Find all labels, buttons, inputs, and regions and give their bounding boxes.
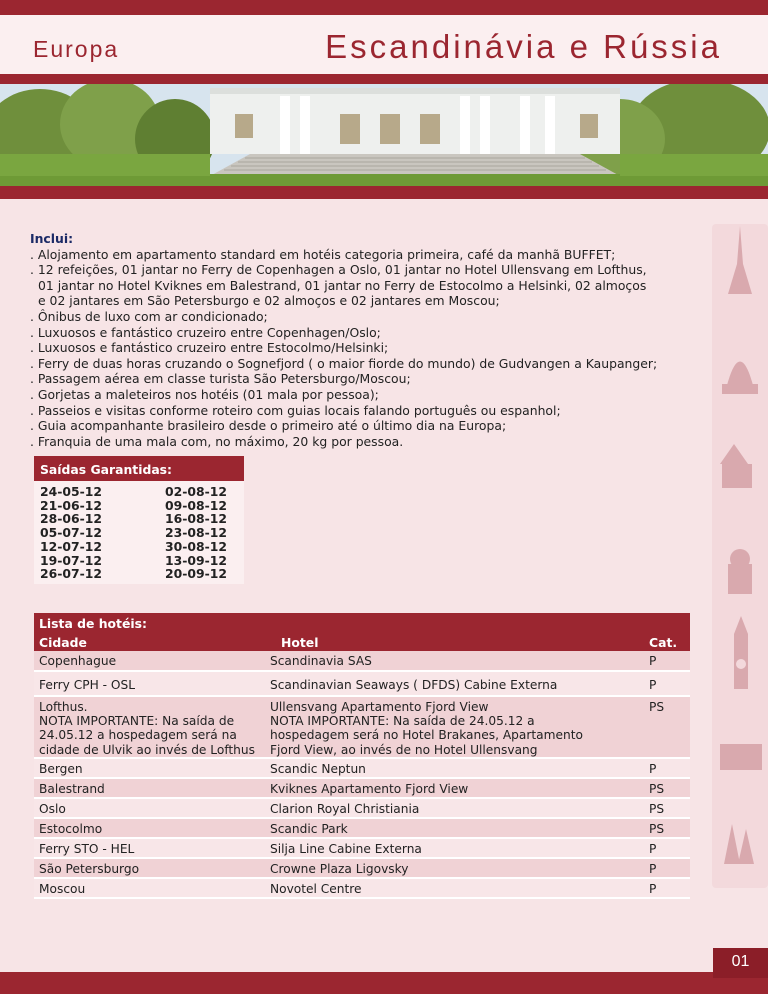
- footer-bar: [0, 972, 768, 994]
- hotel-name: Kviknes Apartamento Fjord View: [270, 782, 469, 796]
- departure-date: 28-06-12: [40, 511, 103, 527]
- includes-heading: Inclui:: [30, 231, 74, 246]
- includes-item: . 12 refeições, 01 jantar no Ferry de Copenhagen a Oslo, 01 jantar no Hotel Ullensvang em Lofthus,: [30, 262, 647, 278]
- table-row: [34, 859, 690, 879]
- hotel-city: Estocolmo: [39, 822, 103, 836]
- hotel-city: Oslo: [39, 802, 66, 816]
- hotel-category: P: [649, 678, 657, 692]
- table-row: [34, 839, 690, 859]
- table-row: [34, 879, 690, 899]
- departure-date: 21-06-12: [40, 497, 103, 513]
- hotel-city: Lofthus. NOTA IMPORTANTE: Na saída de 24.05.12 a hospedagem será na cidade de Ulvik ao invés de Lofthus: [39, 700, 255, 757]
- departure-date: 02-08-12: [165, 484, 228, 499]
- hotel-name: Scandic Neptun: [270, 762, 366, 776]
- region-label: Europa: [33, 36, 120, 62]
- includes-item: e 02 jantares em São Petersburgo e 02 almoços e 02 jantares em Moscou;: [38, 293, 500, 309]
- departure-date: 24-05-12: [40, 484, 103, 499]
- includes-item: . Alojamento em apartamento standard em hotéis categoria primeira, café da manhã BUFFET;: [30, 246, 616, 262]
- palace-photo: [0, 84, 768, 188]
- includes-item: . Ferry de duas horas cruzando o Sognefjord ( o maior fiorde do mundo) de Gudvangen a Kaupanger;: [30, 355, 658, 371]
- hotel-category: P: [649, 862, 657, 876]
- hotel-category: P: [649, 882, 657, 896]
- hotel-category: PS: [649, 700, 665, 714]
- hotel-name: Silja Line Cabine Externa: [270, 842, 422, 856]
- photo-band-bottom: [0, 186, 768, 199]
- page-number: 01: [713, 948, 768, 978]
- departure-date: 12-07-12: [40, 538, 103, 554]
- hotel-city: São Petersburgo: [39, 862, 140, 876]
- table-row: [34, 799, 690, 819]
- hotel-name: Novotel Centre: [270, 882, 362, 896]
- column-header-category: Cat.: [649, 635, 678, 650]
- hotel-category: P: [649, 654, 657, 668]
- departure-date: 26-07-12: [40, 566, 103, 582]
- hotel-name: Ullensvang Apartamento Fjord View NOTA IMPORTANTE: Na saída de 24.05.12 a hospedagem será no Hotel Brakanes, Apartamento Fjord View, ao invés de no Hotel Ullensvang: [270, 700, 583, 757]
- hotel-city: Balestrand: [39, 782, 105, 796]
- includes-item: . Gorjetas a maleteiros nos hotéis (01 mala por pessoa);: [30, 386, 379, 402]
- hotel-city: Ferry CPH - OSL: [39, 678, 136, 692]
- includes-item: . Passeios e visitas conforme roteiro com guias locais falando português ou espanhol;: [30, 402, 561, 418]
- photo-band-top: [0, 74, 768, 84]
- table-row: [34, 779, 690, 799]
- departure-date: 30-08-12: [165, 538, 228, 554]
- hotel-city: Ferry STO - HEL: [39, 842, 135, 856]
- hotel-name: Scandinavian Seaways ( DFDS) Cabine Externa: [270, 678, 558, 692]
- table-row: [34, 819, 690, 839]
- hotel-list: [34, 613, 690, 899]
- includes-item: . Guia acompanhante brasileiro desde o primeiro até o último dia na Europa;: [30, 418, 507, 434]
- includes-item: . Luxuosos e fantástico cruzeiro entre Estocolmo/Helsinki;: [30, 340, 389, 356]
- column-header-hotel: Hotel: [281, 635, 319, 650]
- top-bar: [0, 0, 768, 15]
- hotel-name: Crowne Plaza Ligovsky: [270, 862, 409, 876]
- hotel-category: P: [649, 762, 657, 776]
- hotel-city: Moscou: [39, 882, 86, 896]
- table-row: [34, 672, 690, 697]
- hotel-city: Copenhague: [39, 654, 117, 668]
- includes-item: 01 jantar no Hotel Kviknes em Balestrand, 01 jantar no Ferry de Estocolmo a Helsinki, 02 almoços: [38, 277, 647, 293]
- includes-item: . Franquia de uma mala com, no máximo, 20 kg por pessoa.: [30, 433, 404, 449]
- departure-date: 13-09-12: [165, 552, 228, 568]
- departure-date: 19-07-12: [40, 552, 103, 568]
- departure-date: 05-07-12: [40, 525, 103, 541]
- hotel-category: PS: [649, 822, 665, 836]
- departures-heading: Saídas Garantidas:: [34, 456, 244, 481]
- hotel-city: Bergen: [39, 762, 83, 776]
- table-row: [34, 697, 690, 759]
- hotel-table-header: [34, 632, 690, 651]
- departures-column-1: [40, 485, 165, 581]
- table-row: [34, 759, 690, 779]
- hotel-list-heading: Lista de hotéis:: [34, 613, 690, 632]
- column-header-city: Cidade: [39, 635, 87, 650]
- page-title: Escandinávia e Rússia: [325, 28, 722, 65]
- includes-item: . Passagem aérea em classe turista São Petersburgo/Moscou;: [30, 371, 411, 387]
- landmark-sidebar: [712, 224, 768, 888]
- table-row: [34, 651, 690, 672]
- hotel-category: P: [649, 842, 657, 856]
- departure-date: 20-09-12: [165, 566, 228, 582]
- hotel-name: Clarion Royal Christiania: [270, 802, 420, 816]
- hotel-category: PS: [649, 802, 665, 816]
- hotel-name: Scandic Park: [270, 822, 348, 836]
- hotel-name: Scandinavia SAS: [270, 654, 372, 668]
- departures-column-2: [165, 485, 227, 581]
- includes-section: [30, 231, 700, 449]
- departure-date: 09-08-12: [165, 497, 228, 513]
- departure-date: 16-08-12: [165, 511, 228, 527]
- hotel-category: PS: [649, 782, 665, 796]
- departure-date: 23-08-12: [165, 525, 228, 541]
- includes-item: . Ônibus de luxo com ar condicionado;: [30, 308, 268, 324]
- includes-item: . Luxuosos e fantástico cruzeiro entre Copenhagen/Oslo;: [30, 324, 381, 340]
- departures-box: [34, 456, 244, 584]
